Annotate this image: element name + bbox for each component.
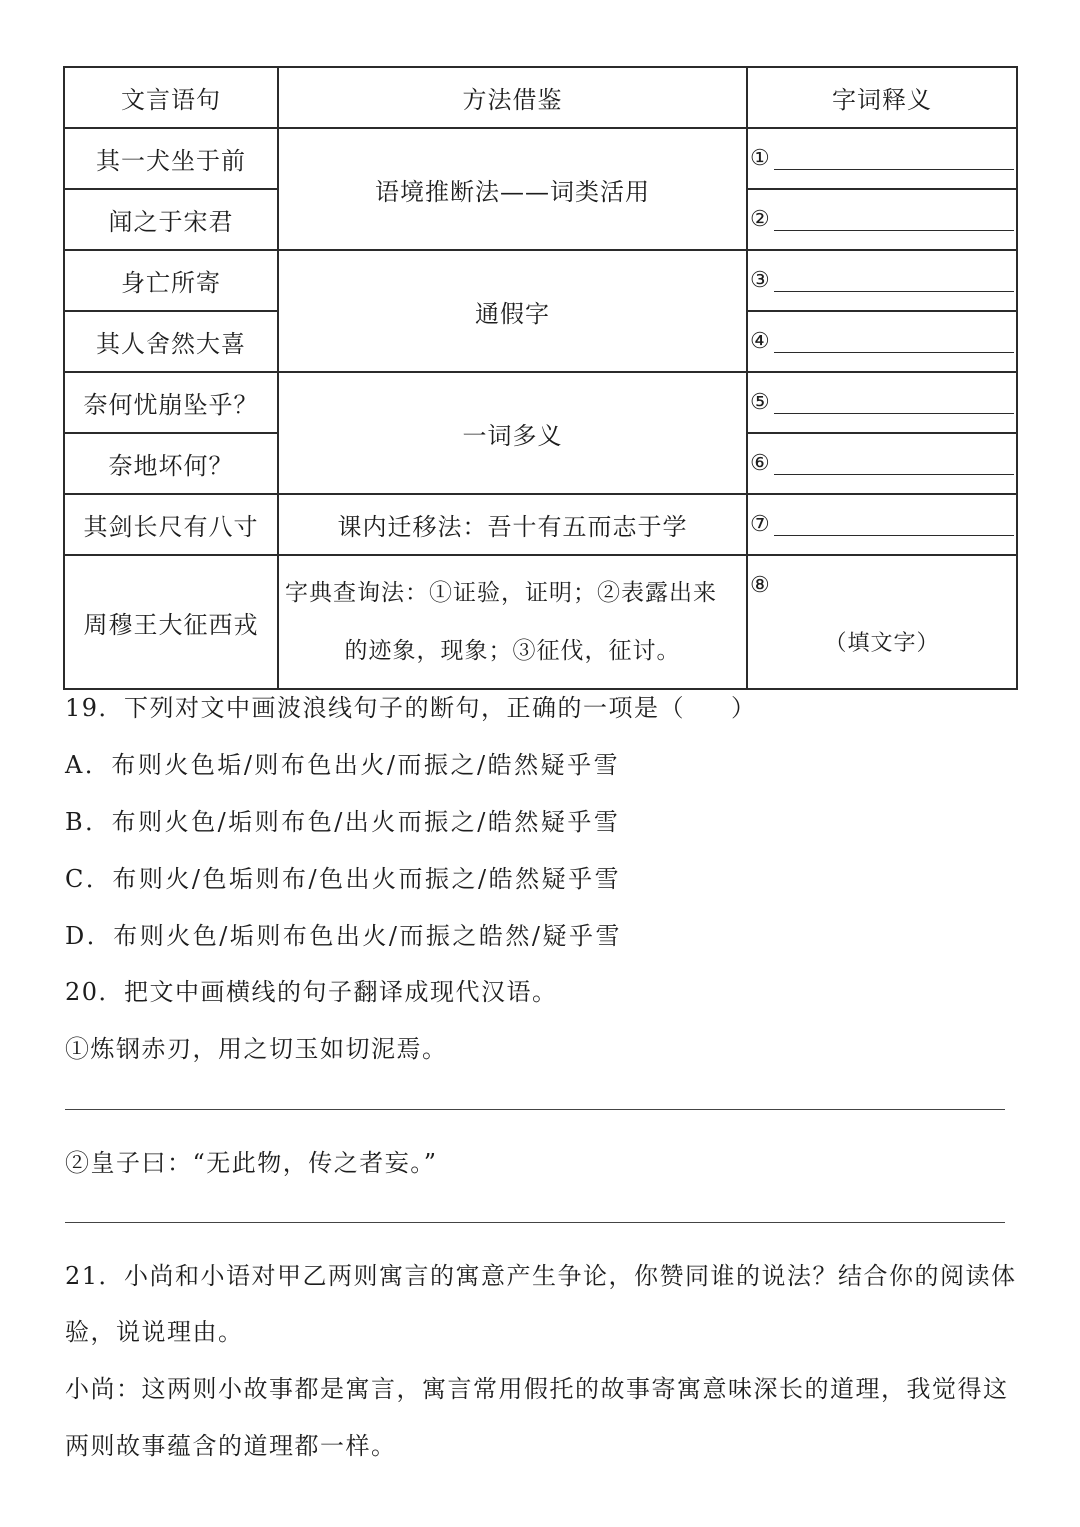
q20-sentence-1: ①炼钢赤刃，用之切玉如切泥焉。 bbox=[65, 1035, 448, 1063]
answer-number: ① bbox=[750, 145, 771, 171]
answer-cell[interactable] bbox=[747, 311, 1017, 372]
method-cell: 通假字 bbox=[278, 250, 747, 372]
q19-stem bbox=[65, 688, 757, 723]
sentence-text: 其人舍然大喜 bbox=[96, 330, 246, 358]
table-row bbox=[64, 250, 1017, 311]
method-cell: 课内迁移法：吾十有五而志于学 bbox=[278, 494, 747, 555]
sentence-cell bbox=[64, 128, 278, 189]
answer-number: ⑥ bbox=[750, 450, 771, 476]
classical-chinese-vocab-table bbox=[63, 66, 1018, 690]
answer-cell[interactable] bbox=[747, 433, 1017, 494]
answer-cell[interactable] bbox=[747, 189, 1017, 250]
table-row bbox=[64, 128, 1017, 189]
sentence-text: 其一犬坐于前 bbox=[96, 147, 246, 175]
answer-blank[interactable] bbox=[774, 334, 1014, 353]
q20-sentence-2: ②皇子曰：“无此物，传之者妄。” bbox=[65, 1149, 438, 1177]
header-meaning: 字词释义 bbox=[747, 67, 1017, 128]
answer-cell[interactable] bbox=[747, 372, 1017, 433]
method-cell: 一词多义 bbox=[278, 372, 747, 494]
q19-stem-end: ） bbox=[731, 694, 757, 722]
fill-hint: （填文字） bbox=[824, 631, 940, 656]
answer-blank[interactable] bbox=[774, 517, 1014, 536]
answer-blank[interactable] bbox=[774, 456, 1014, 475]
sentence-cell bbox=[64, 189, 278, 250]
answer-cell[interactable] bbox=[747, 555, 1017, 689]
q21-line-4: 两则故事蕴含的道理都一样。 bbox=[65, 1432, 397, 1460]
table-row bbox=[64, 555, 1017, 689]
q19-option-c[interactable]: C．布则火/色垢则布/色出火而振之/皓然疑乎雪 bbox=[65, 865, 622, 893]
sentence-text: 闻之于宋君 bbox=[108, 208, 234, 236]
answer-cell[interactable] bbox=[747, 250, 1017, 311]
answer-cell[interactable] bbox=[747, 494, 1017, 555]
q20-answer-line-1[interactable] bbox=[65, 1109, 1005, 1110]
q21-line-2: 验，说说理由。 bbox=[65, 1318, 244, 1346]
q19-option-b[interactable]: B．布则火色/垢则布色/出火而振之/皓然疑乎雪 bbox=[65, 808, 621, 836]
q20-stem: 20．把文中画横线的句子翻译成现代汉语。 bbox=[65, 978, 558, 1006]
q20-answer-line-2[interactable] bbox=[65, 1222, 1005, 1223]
dictionary-line-2: 的迹象，现象；③征伐，征讨。 bbox=[344, 638, 681, 664]
q19-option-d[interactable]: D．布则火色/垢则布色出火/而振之皓然/疑乎雪 bbox=[65, 922, 622, 950]
dictionary-line-1: 字典查询法：①证验，证明；②表露出来 bbox=[285, 580, 717, 606]
q19-stem-text: 19．下列对文中画波浪线句子的断句，正确的一项是（ bbox=[65, 694, 686, 722]
answer-number: ④ bbox=[750, 328, 771, 354]
sentence-cell bbox=[64, 494, 278, 555]
answer-cell[interactable] bbox=[747, 128, 1017, 189]
sentence-cell bbox=[64, 372, 278, 433]
sentence-text: 奈何忧崩坠乎？ bbox=[83, 391, 259, 419]
sentence-text: 奈地坏何？ bbox=[108, 452, 234, 480]
sentence-cell bbox=[64, 250, 278, 311]
method-cell: 语境推断法——词类活用 bbox=[278, 128, 747, 250]
q21-line-1: 21．小尚和小语对甲乙两则寓言的寓意产生争论，你赞同谁的说法？结合你的阅读体 bbox=[65, 1262, 1017, 1290]
answer-number: ⑦ bbox=[750, 511, 771, 537]
answer-blank[interactable] bbox=[774, 273, 1014, 292]
table-header-row bbox=[64, 67, 1017, 128]
sentence-text: 身亡所寄 bbox=[121, 269, 221, 297]
sentence-cell bbox=[64, 555, 278, 689]
sentence-text: 周穆王大征西戎 bbox=[83, 610, 259, 639]
q21-line-3: 小尚：这两则小故事都是寓言，寓言常用假托的故事寄寓意味深长的道理，我觉得这 bbox=[65, 1375, 1009, 1403]
sentence-cell bbox=[64, 311, 278, 372]
sentence-text: 其剑长尺有八寸 bbox=[83, 513, 259, 541]
answer-number: ② bbox=[750, 206, 771, 232]
answer-blank[interactable] bbox=[774, 212, 1014, 231]
table-row bbox=[64, 372, 1017, 433]
header-method: 方法借鉴 bbox=[278, 67, 747, 128]
answer-number: ⑤ bbox=[750, 389, 771, 415]
method-cell-dictionary bbox=[278, 555, 747, 689]
answer-blank[interactable] bbox=[774, 151, 1014, 170]
answer-number: ③ bbox=[750, 267, 771, 293]
table-row bbox=[64, 494, 1017, 555]
answer-blank[interactable] bbox=[774, 395, 1014, 414]
sentence-cell bbox=[64, 433, 278, 494]
q19-option-a[interactable]: A．布则火色垢/则布色出火/而振之/皓然疑乎雪 bbox=[65, 751, 621, 779]
answer-number: ⑧ bbox=[750, 573, 771, 598]
header-sentence: 文言语句 bbox=[64, 67, 278, 128]
